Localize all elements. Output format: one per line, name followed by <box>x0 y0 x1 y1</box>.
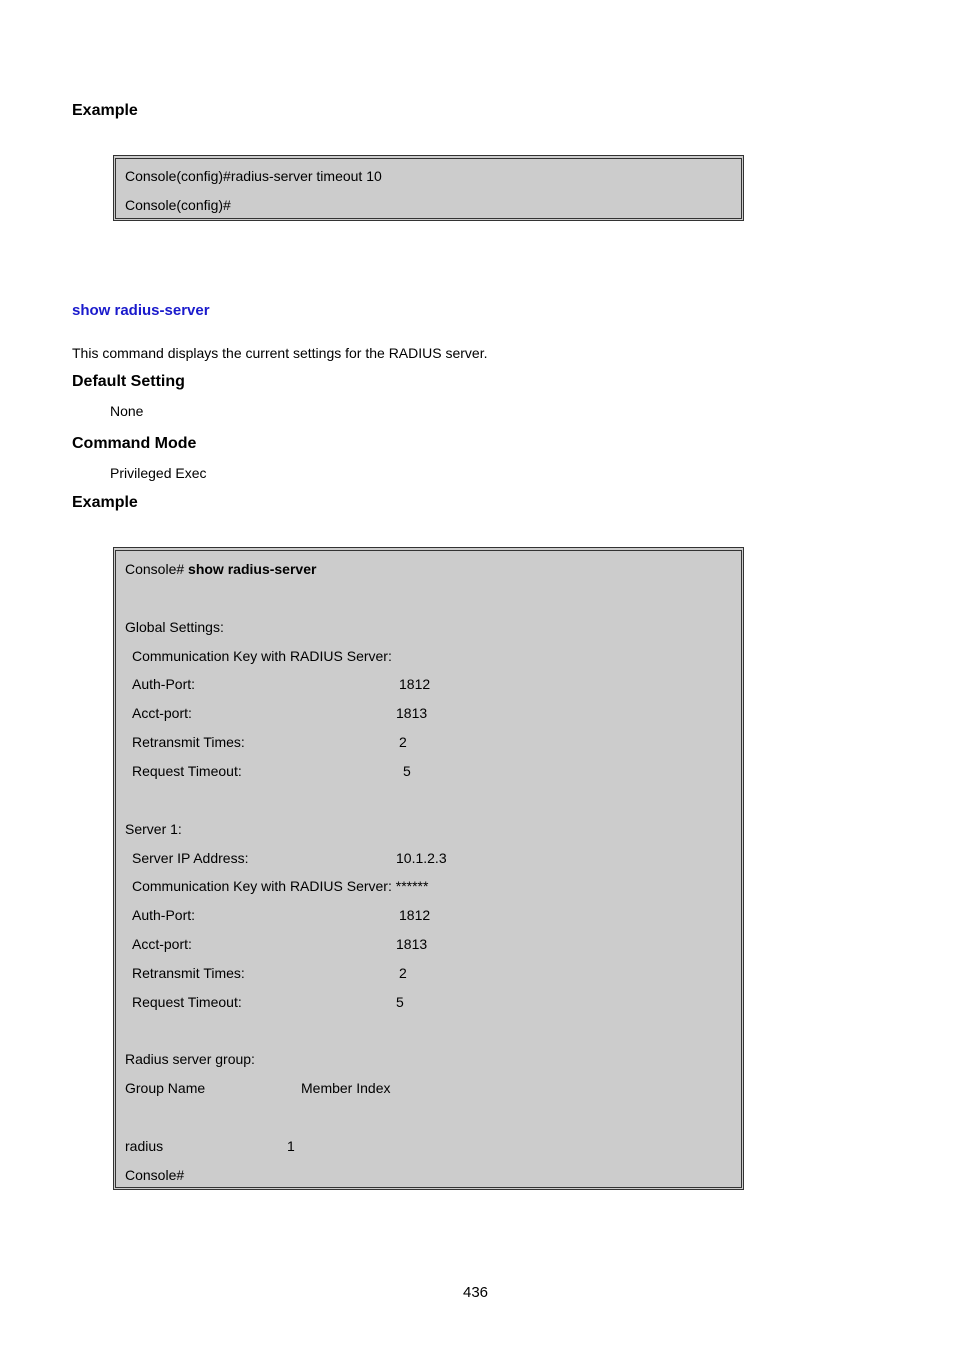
default-setting-heading: Default Setting <box>72 373 185 390</box>
example-heading-1: Example <box>72 102 138 119</box>
section-description: This command displays the current settings for the RADIUS server. <box>72 345 488 361</box>
group-col-index: Member Index <box>301 1080 391 1096</box>
global-acct-port-label: Acct-port: <box>132 705 192 721</box>
server-auth-port-value: 1812 <box>399 907 431 923</box>
global-retransmit-label: Retransmit Times: <box>132 734 245 750</box>
console-command: show radius-server <box>188 561 317 577</box>
page-number: 436 <box>463 1284 489 1301</box>
global-acct-port-value: 1813 <box>396 705 428 721</box>
server-timeout-label: Request Timeout: <box>132 994 242 1010</box>
server-retransmit-value: 2 <box>399 965 407 981</box>
server-retransmit-label: Retransmit Times: <box>132 965 245 981</box>
command-mode-heading: Command Mode <box>72 435 197 452</box>
console-command-line <box>125 561 316 577</box>
server-timeout-value: 5 <box>396 994 404 1010</box>
group-row-name: radius <box>125 1138 164 1154</box>
default-setting-value: None <box>110 403 144 419</box>
group-row-index: 1 <box>287 1138 295 1154</box>
global-timeout-value: 5 <box>403 763 411 779</box>
server-ip-label: Server IP Address: <box>132 850 249 866</box>
server-title: Server 1: <box>125 821 182 837</box>
global-timeout-label: Request Timeout: <box>132 763 242 779</box>
global-settings-title: Global Settings: <box>125 619 224 635</box>
server-acct-port-value: 1813 <box>396 936 428 952</box>
server-ip-value: 10.1.2.3 <box>396 850 447 866</box>
section-title[interactable]: show radius-server <box>72 302 210 319</box>
global-auth-port-value: 1812 <box>399 676 431 692</box>
server-comm-key: Communication Key with RADIUS Server: ****** <box>132 878 429 894</box>
console-box-2 <box>113 547 744 1190</box>
console-line: Console(config)# <box>125 197 231 213</box>
global-auth-port-label: Auth-Port: <box>132 676 196 692</box>
server-acct-port-label: Acct-port: <box>132 936 192 952</box>
server-auth-port-label: Auth-Port: <box>132 907 196 923</box>
command-mode-value: Privileged Exec <box>110 465 207 481</box>
group-col-name: Group Name <box>125 1080 206 1096</box>
example-heading-2: Example <box>72 494 138 511</box>
console-box-1 <box>113 155 744 221</box>
global-retransmit-value: 2 <box>399 734 407 750</box>
global-comm-key: Communication Key with RADIUS Server: <box>132 648 392 664</box>
console-line: Console(config)#radius-server timeout 10 <box>125 168 382 184</box>
group-title: Radius server group: <box>125 1051 255 1067</box>
final-prompt: Console# <box>125 1167 185 1183</box>
console-prompt: Console# <box>125 561 185 577</box>
